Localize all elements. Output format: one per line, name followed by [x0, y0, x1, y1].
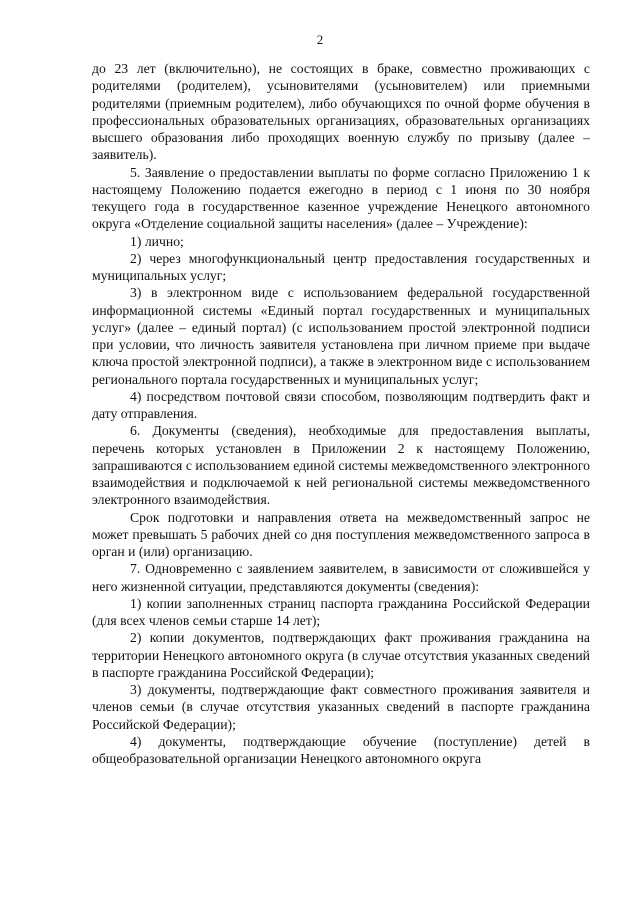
list-item-5-2: 2) через многофункциональный центр предоставления государственных и муниципальных услуг;	[92, 250, 590, 283]
paragraph-item-7: 7. Одновременно с заявлением заявителем, в зависимости от сложившейся у него жизненной ситуации, представляются документы (сведения):	[92, 561, 590, 594]
paragraph-item-6: 6. Документы (сведения), необходимые для предоставления выплаты, перечень которых установлен в Приложении 2 к настоящему Положению, запрашиваются с использованием единой системы межведомственного электронного взаимодействия и подключаемой к ней региональной системы межведомственного электронного взаимодействия.	[92, 423, 590, 508]
list-item-7-4: 4) документы, подтверждающие обучение (поступление) детей в общеобразовательной организации Ненецкого автономного округа	[92, 733, 590, 766]
document-body	[92, 60, 590, 767]
list-item-7-1: 1) копии заполненных страниц паспорта гражданина Российской Федерации (для всех членов семьи старше 14 лет);	[92, 595, 590, 628]
paragraph-continuation: до 23 лет (включительно), не состоящих в браке, совместно проживающих с родителями (родителем), усыновителями (усыновителем) или приемными родителями (приемным родителем), либо обучающихся по очной форме обучения в профессиональных образовательных организациях, образовательных организациях высшего образования либо проходящих военную службу по призыву (далее – заявитель).	[92, 61, 590, 163]
page-number: 2	[316, 32, 324, 47]
list-item-5-3: 3) в электронном виде с использованием федеральной государственной информационной системы «Единый портал государственных и муниципальных услуг» (далее – единый портал) (с использованием простой электронной подписи при условии, что личность заявителя установлена при личном приеме при выдаче ключа простой электронной подписи), а также в электронном виде с использованием регионального портала государственных и муниципальных услуг;	[92, 285, 590, 387]
list-item-7-3: 3) документы, подтверждающие факт совместного проживания заявителя и членов семьи (в случае отсутствия указанных сведений в паспорте гражданина Российской Федерации);	[92, 682, 590, 732]
paragraph-deadline: Срок подготовки и направления ответа на межведомственный запрос не может превышать 5 рабочих дней со дня поступления межведомственного запроса в орган и (или) организацию.	[92, 509, 590, 559]
list-item-5-4: 4) посредством почтовой связи способом, позволяющим подтвердить факт и дату отправления.	[92, 388, 590, 421]
paragraph-item-5: 5. Заявление о предоставлении выплаты по форме согласно Приложению 1 к настоящему Положению подается ежегодно в период с 1 июня по 30 ноября текущего года в государственное казенное учреждение Ненецкого автономного округа «Отделение социальной защиты населения» (далее – Учреждение):	[92, 164, 590, 232]
list-item-5-1: 1) лично;	[130, 233, 184, 249]
list-item-7-2: 2) копии документов, подтверждающих факт проживания гражданина на территории Ненецкого автономного округа (в случае отсутствия указанных сведений в паспорте гражданина Российской Федерации);	[92, 630, 590, 680]
